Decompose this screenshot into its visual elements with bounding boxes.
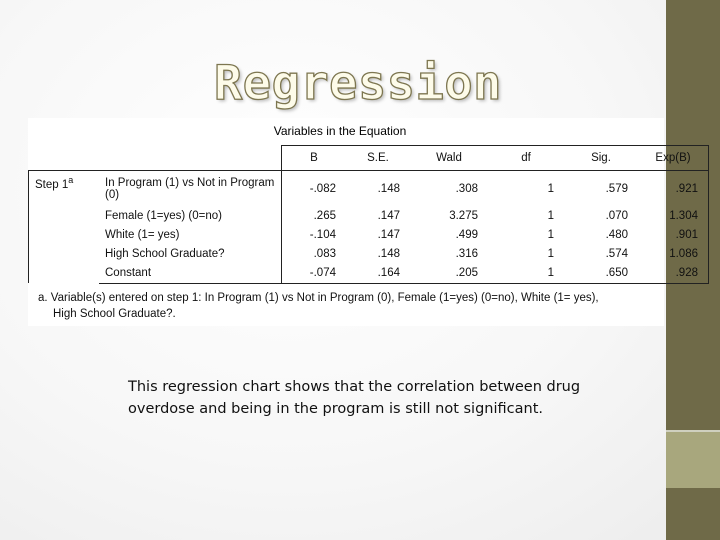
table-title: Variables in the Equation (273, 124, 407, 138)
header-se: S.E. (346, 146, 410, 171)
slide-title: Regression (214, 56, 502, 111)
slide-caption: This regression chart shows that the correlation between drug overdose and being in the program is still not significant. (128, 379, 581, 417)
header-expb: Exp(B) (638, 146, 709, 171)
row-label: Constant (99, 264, 282, 284)
table-row: Constant -.074 .164 .205 1 .650 .928 (29, 264, 709, 284)
header-b: B (282, 146, 347, 171)
header-sig: Sig. (564, 146, 638, 171)
row-label: High School Graduate? (99, 245, 282, 264)
row-label: In Program (1) vs Not in Program (0) (99, 170, 282, 207)
table-row: High School Graduate? .083 .148 .316 1 .574 1.086 (29, 245, 709, 264)
table-row: White (1= yes) -.104 .147 .499 1 .480 .901 (29, 226, 709, 245)
regression-table (28, 145, 709, 284)
header-df: df (488, 146, 564, 171)
sidebar-bottom-block (666, 488, 720, 540)
sidebar-light-block (666, 432, 720, 488)
table-row: Female (1=yes) (0=no) .265 .147 3.275 1 .070 1.304 (29, 207, 709, 226)
table-row: Step 1$^a$ In Program (1) vs Not in Program (0) -.082 .148 .308 1 .579 .921 (29, 170, 709, 207)
header-wald: Wald (410, 146, 488, 171)
step-label: Step 1$^a$ (29, 170, 100, 283)
table-footnote: a. Variable(s) entered on step 1: In Program (1) vs Not in Program (0), Female (1=yes) (0=no), White (1= yes), High School Graduate?. (38, 292, 599, 320)
row-label: Female (1=yes) (0=no) (99, 207, 282, 226)
table-header-row (29, 146, 709, 171)
row-label: White (1= yes) (99, 226, 282, 245)
